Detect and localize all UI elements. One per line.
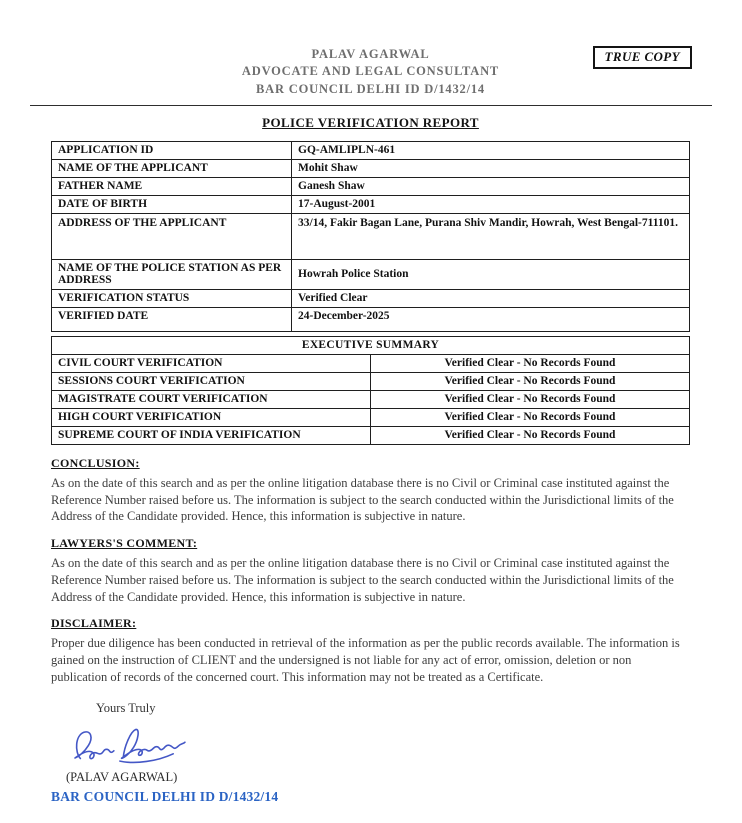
- report-title: POLICE VERIFICATION REPORT: [262, 114, 479, 130]
- field-value: 24-December-2025: [292, 307, 690, 331]
- summary-header-row: [52, 336, 690, 354]
- closing-salutation: Yours Truly: [96, 700, 156, 715]
- section-heading: DISCLAIMER:: [51, 616, 137, 631]
- signature-block: [67, 718, 690, 770]
- advocate-role: ADVOCATE AND LEGAL CONSULTANT: [241, 64, 500, 79]
- summary-row: [52, 372, 690, 390]
- executive-summary-table: [51, 336, 690, 445]
- disclaimer-section: [51, 616, 690, 685]
- summary-value: Verified Clear - No Records Found: [371, 408, 690, 426]
- summary-row: [52, 426, 690, 444]
- conclusion-section: [51, 456, 690, 525]
- table-row: [52, 159, 690, 177]
- summary-value: Verified Clear - No Records Found: [371, 354, 690, 372]
- field-label: NAME OF THE POLICE STATION AS PER ADDRESS: [52, 259, 292, 289]
- summary-label: MAGISTRATE COURT VERIFICATION: [52, 390, 371, 408]
- executive-summary-title: EXECUTIVE SUMMARY: [52, 336, 690, 354]
- table-row: [52, 177, 690, 195]
- lawyers-comment-section: [51, 536, 690, 605]
- field-label: VERIFIED DATE: [52, 307, 292, 331]
- summary-row: [52, 408, 690, 426]
- summary-label: HIGH COURT VERIFICATION: [52, 408, 371, 426]
- field-value: Mohit Shaw: [292, 159, 690, 177]
- summary-value: Verified Clear - No Records Found: [371, 390, 690, 408]
- table-row: [52, 141, 690, 159]
- section-heading: LAWYERS'S COMMENT:: [51, 536, 198, 550]
- summary-label: CIVIL COURT VERIFICATION: [52, 354, 371, 372]
- field-value: 33/14, Fakir Bagan Lane, Purana Shiv Mandir, Howrah, West Bengal-711101.: [292, 213, 690, 259]
- section-body: Proper due diligence has been conducted in retrieval of the information as per the public records available. The information is gained on the instruction of CLIENT and the undersigned is not liable for any act of error, omission, deletion or non publication of records of the concerned court. This information may not be treated as a Certificate.: [51, 636, 680, 684]
- header-divider: [30, 105, 712, 106]
- summary-value: Verified Clear - No Records Found: [371, 372, 690, 390]
- field-label: NAME OF THE APPLICANT: [52, 159, 292, 177]
- section-body: As on the date of this search and as per the online litigation database there is no Civil or Criminal case instituted against the Reference Number raised before us. The information is subject to the search conducted within the Jurisdictional limits of the Address of the Candidate provided. Hence, this information is subjective in nature.: [51, 556, 674, 604]
- summary-row: [52, 354, 690, 372]
- table-row: [52, 213, 690, 259]
- field-value: Verified Clear: [292, 289, 690, 307]
- field-value: Ganesh Shaw: [292, 177, 690, 195]
- table-row: [52, 289, 690, 307]
- field-value: 17-August-2001: [292, 195, 690, 213]
- section-body: As on the date of this search and as per the online litigation database there is no Civil or Criminal case instituted against the Reference Number raised before us. The information is subject to the search conducted within the Jurisdictional limits of the Address of the Candidate provided. Hence, this information is subjective in nature.: [51, 475, 674, 524]
- summary-value: Verified Clear - No Records Found: [371, 426, 690, 444]
- field-value: GQ-AMLIPLN-461: [292, 141, 690, 159]
- signature-ink: [65, 715, 202, 772]
- summary-label: SESSIONS COURT VERIFICATION: [52, 372, 371, 390]
- table-row: [52, 259, 690, 289]
- field-label: ADDRESS OF THE APPLICANT: [52, 213, 292, 259]
- table-row: [52, 195, 690, 213]
- summary-row: [52, 390, 690, 408]
- field-label: FATHER NAME: [52, 177, 292, 195]
- signatory-bar-id: BAR COUNCIL DELHI ID D/1432/14: [51, 788, 279, 804]
- bar-council-id: BAR COUNCIL DELHI ID D/1432/14: [256, 81, 485, 96]
- signatory-name: (PALAV AGARWAL): [66, 769, 178, 784]
- field-value: Howrah Police Station: [292, 259, 690, 289]
- table-row: [52, 307, 690, 331]
- summary-label: SUPREME COURT OF INDIA VERIFICATION: [52, 426, 371, 444]
- applicant-info-table: [51, 141, 690, 332]
- section-heading: CONCLUSION:: [51, 455, 140, 470]
- field-label: APPLICATION ID: [52, 141, 292, 159]
- advocate-name: PALAV AGARWAL: [311, 47, 430, 61]
- field-label: DATE OF BIRTH: [52, 195, 292, 213]
- field-label: VERIFICATION STATUS: [52, 289, 292, 307]
- true-copy-stamp: TRUE COPY: [593, 46, 692, 69]
